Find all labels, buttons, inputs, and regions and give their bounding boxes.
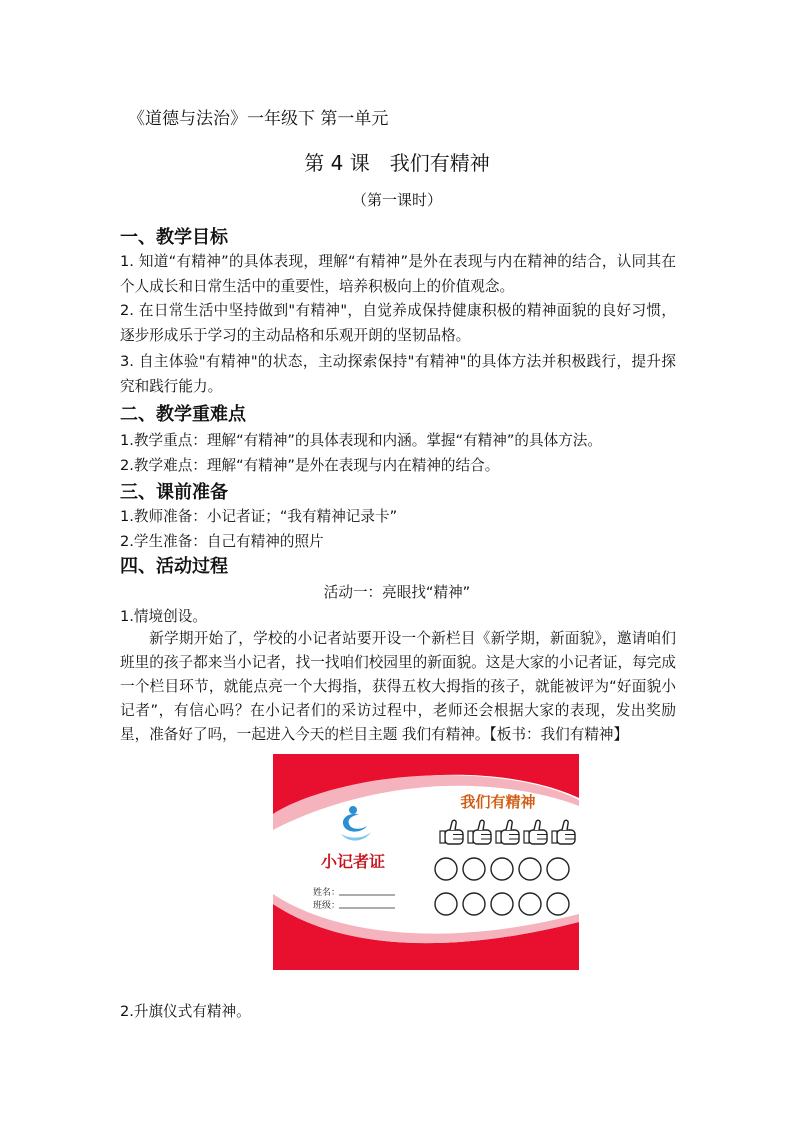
name-label: 姓名：: [313, 888, 341, 898]
key-point-1: 1.教学重点：理解“有精神”的具体表现和内涵。掌握“有精神”的具体方法。: [120, 432, 602, 449]
section-heading-process: 四、活动过程: [120, 556, 228, 577]
key-point-2: 2.教学难点：理解“有精神”是外在表现与内在精神的结合。: [120, 457, 500, 474]
lesson-title: 第 4 课 我们有精神: [304, 151, 490, 175]
goal-item-3: 3. 自主体验"有精神"的状态，主动探索保持"有精神"的具体方法并积极践行，提升探究和践行能力。: [120, 353, 676, 395]
step-1-text: 新学期开始了，学校的小记者站要开设一个新栏目《新学期，新面貌》，邀请咱们班里的孩子都来当小记者，找一找咱们校园里的新面貌。这是大家的小记者证，每完成一个栏目环节，就能点亮一个大拇指，获得五枚大拇指的孩子，就能被评为“好面貌小记者”，有信心吗？在小记者们的采访过程中，老师还会根据大家的表现，发出奖励星，准备好了吗，一起进入今天的栏目主题 我们有精神。【板书：我们有精神】: [120, 630, 676, 743]
activity-1-title: 活动一：亮眼找“精神”: [323, 584, 471, 601]
card-label: 小记者证: [321, 852, 386, 871]
reporter-card-image: [273, 754, 579, 970]
goal-item-1: 1. 知道“有精神”的具体表现，理解“有精神”是外在表现与内在精神的结合，认同其在个人成长和日常生活中的重要性，培养积极向上的价值观念。: [120, 253, 676, 295]
section-heading-key-points: 二、教学重难点: [120, 404, 246, 425]
card-title: 我们有精神: [460, 793, 536, 811]
course-header: 《道德与法治》一年级下 第一单元: [128, 109, 389, 129]
class-label: 班级：: [313, 901, 341, 911]
section-heading-preparation: 三、课前准备: [120, 482, 228, 503]
lesson-subtitle: （第一课时）: [351, 191, 442, 209]
prep-item-2: 2.学生准备：自己有精神的照片: [120, 533, 324, 550]
goal-item-2: 2. 在日常生活中坚持做到"有精神"，自觉养成保持健康积极的精神面貌的良好习惯，逐步形成乐于学习的主动品格和乐观开朗的坚韧品格。: [120, 302, 676, 344]
step-1-heading: 1.情境创设。: [120, 608, 207, 625]
reporter-card-graphic: [273, 754, 579, 970]
prep-item-1: 1.教师准备：小记者证；“我有精神记录卡”: [120, 508, 398, 525]
section-heading-goals: 一、教学目标: [120, 227, 228, 248]
step-2-heading: 2.升旗仪式有精神。: [120, 1003, 251, 1020]
